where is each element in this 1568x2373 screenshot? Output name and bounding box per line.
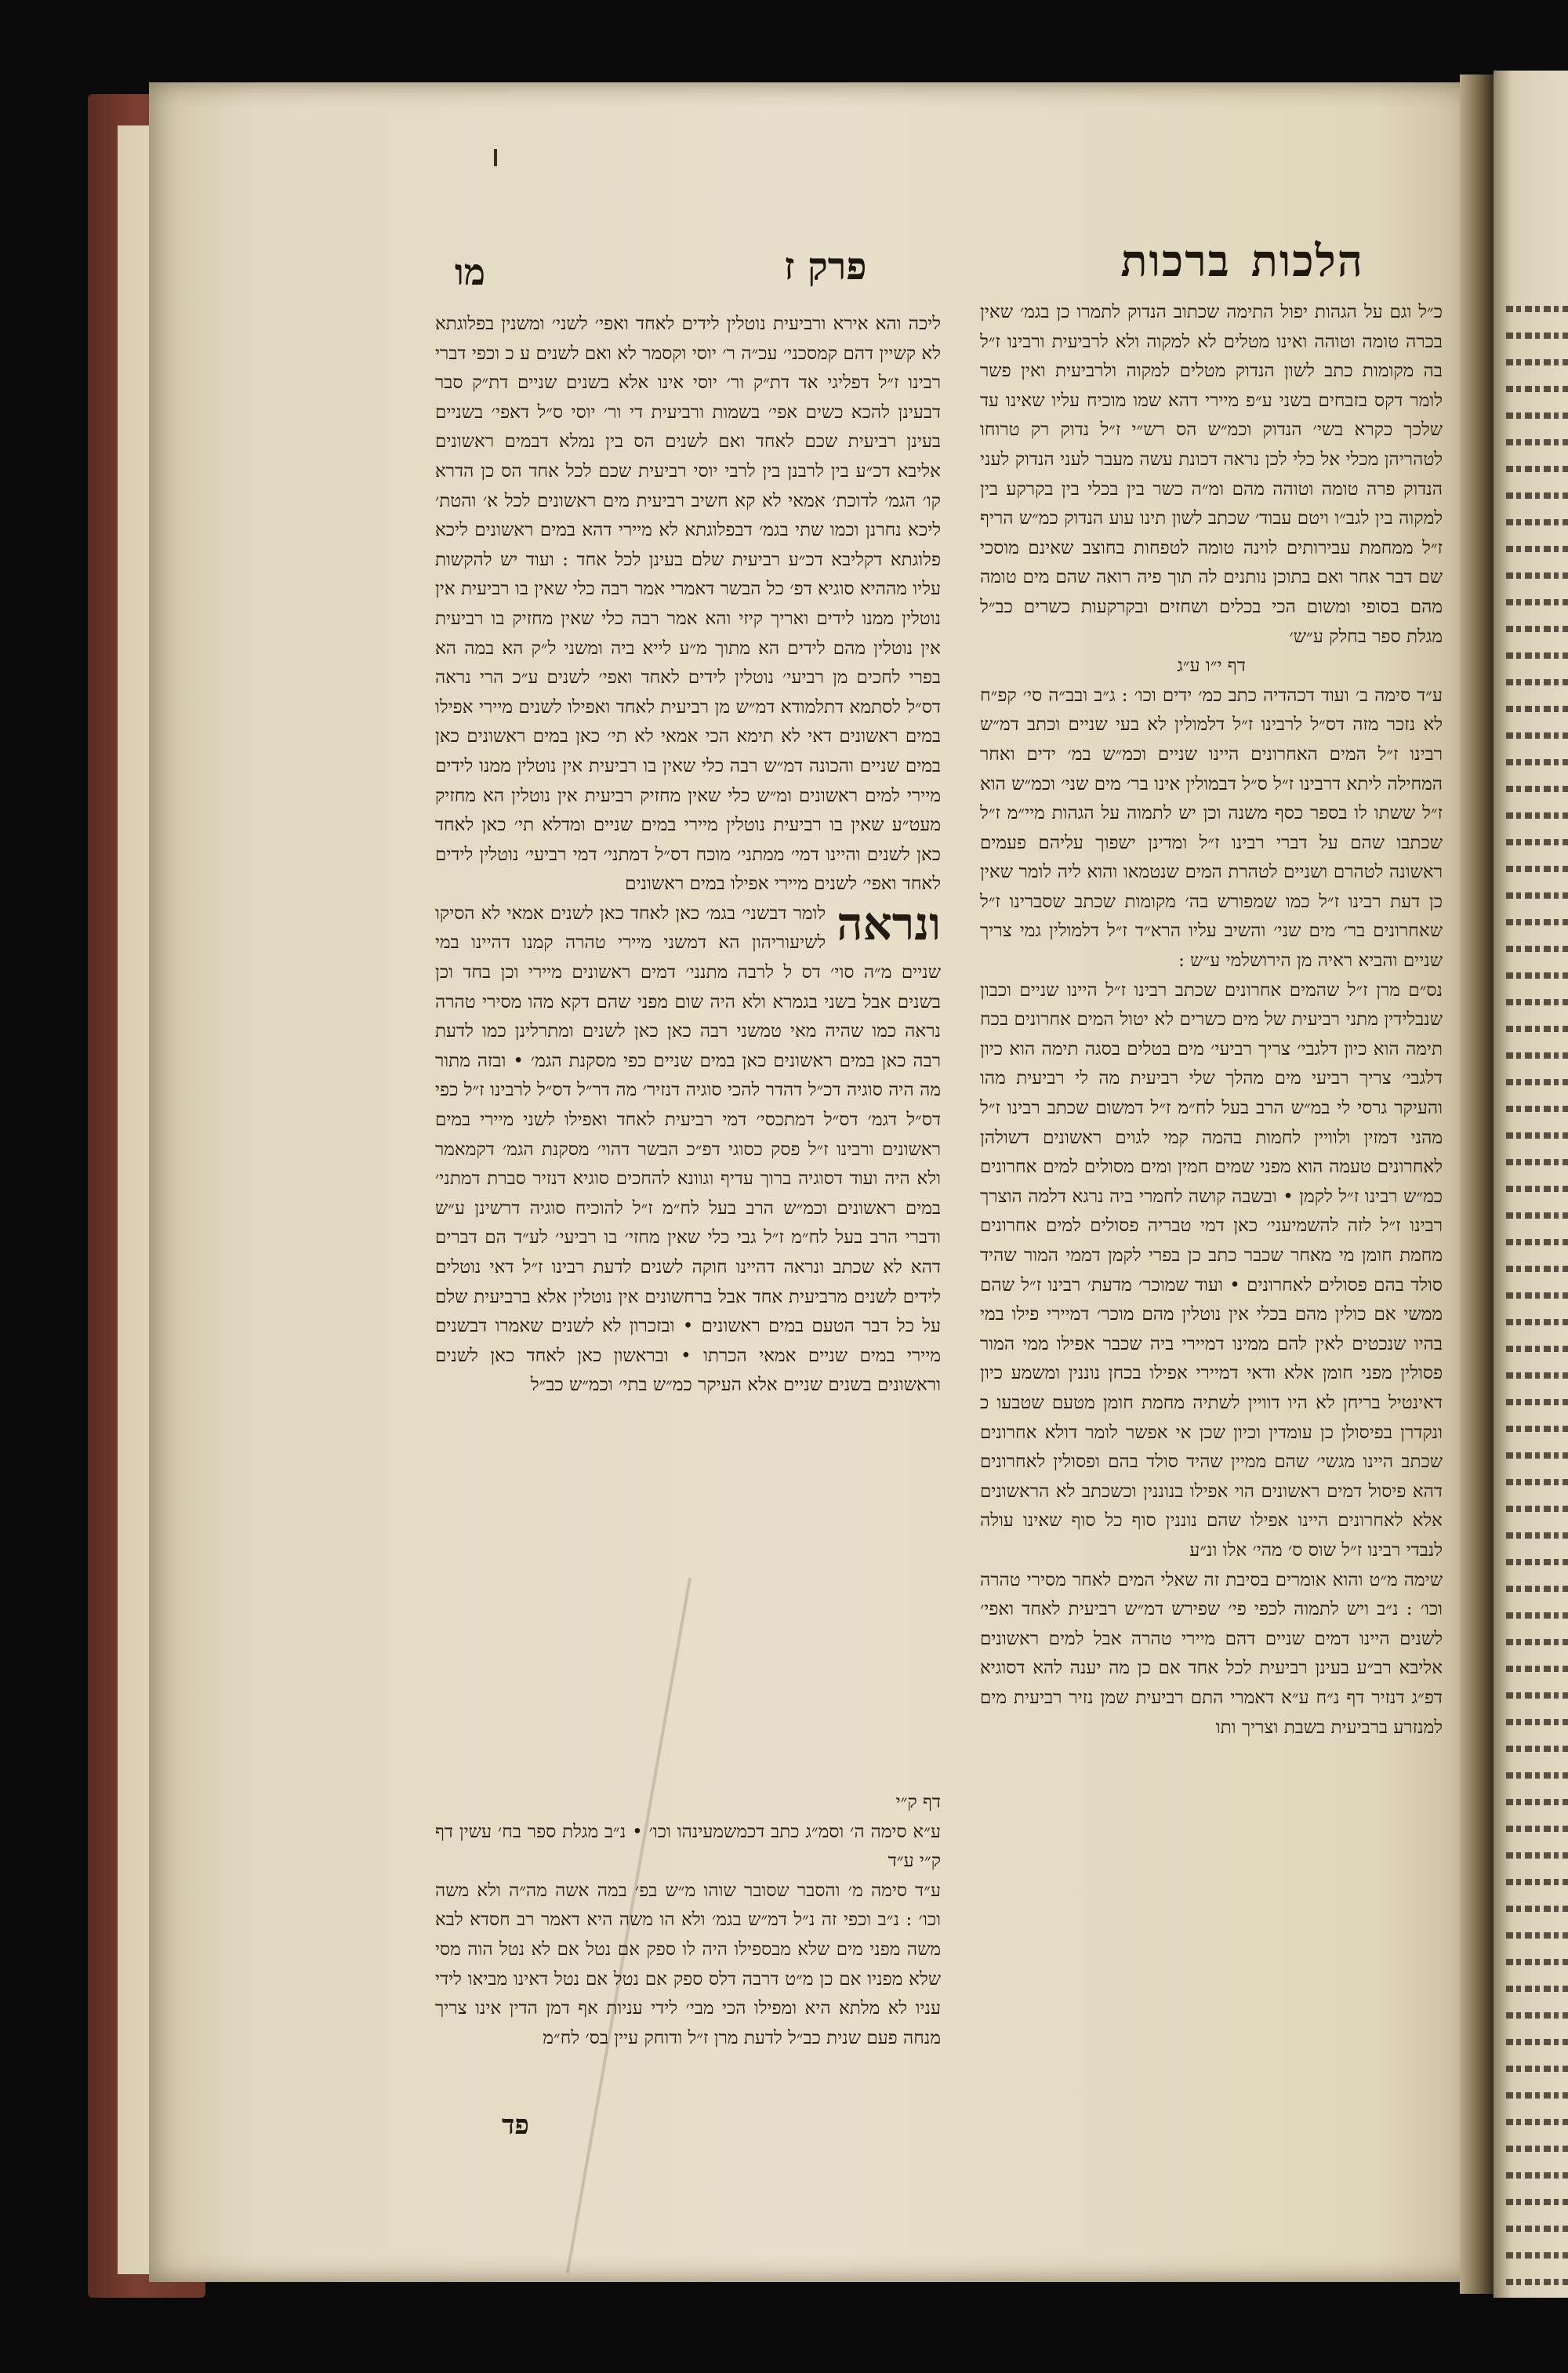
left-paragraph-1: ליכה והא אירא ורביעית נוטלין לידים לאחד ואפי׳ לשני׳ ומשנין בפלוגתא לא קשיין דהם קמסכני׳ עכ״ה ר׳ יוסי וקסמר לא ואם לשנים ע כ וכפי דברי רבינו ז״ל דפליגי אד דת״ק ור׳ יוסי אינו אלא בשנים שניים דת״ק סבר דבעינן להכא כשים אפי׳ בשמות ורביעית די ור׳ יוסי ס״ל דאפי׳ בשניים בעינן רביעית שכם לאחד ואם לשנים הס בין נמלא דבמים ראשונים אליבא דכ״ע בין לרבנן בין לרבי יוסי רביעית שכם לכל אחד הס כן הדרא קו׳ הגמ׳ לדוכת׳ אמאי לא קא חשיב רביעית מים ראשונים לכל א׳ והטת׳ ליכא נחרנן וכמו שתי בגמ׳ דבפלוגתא לא מיירי דהא במים ראשונים ליכא פלוגתא דקליבא דכ״ע רביעית שלם בעינן לכל אחד : ועוד יש להקשות עליו מההיא סוגיא דפ׳ כל הבשר דאמרי אמר רבה כלי שאין בו רביעית אין נוטלין ממנו לידים ואריך קיזי והא אמר רבה כלי שאין מחזיק בו רביעית אין נוטלין מהם לידים הא מתוך מ״ע לייא ביה ומשני ל״ק הא במה הא בפרי לחכים מן רביעי׳ נוטלין לידים לאחד ואפי׳ לשנים ע״כ הרי נראה דס״ל לסתמא דתלמודא דמ״ש מן רביעית לאחד ואפילו לשנים מיירי אפילו במים ראשונים דאי לא תימא הכי אמאי לא תי׳ כאן במים ראשונים כאן במים שניים והכונה דמ״ש רבה כלי שאין בו רביעית אין נוטלין ממנו לידים מיירי למים ראשונים ומ״ש כלי שאין מחזיק רביעית אין נוטלין הא מחזיק מעט״ע שאין בו רביעית נוטלין מיירי במים שניים ומדלא תי׳ כאן לאחד כאן לשנים והיינו דמי׳ ממתני׳ מוכח דס״ל דמתני׳ דמי רביעי׳ נוטלין לידים לאחד ואפי׳ לשנים מיירי אפילו במים ראשונים bbox=[435, 314, 941, 895]
left-bottom-column bbox=[435, 1788, 941, 2070]
title-word-2: ברכות bbox=[1120, 235, 1231, 287]
chapter-heading: פרק ז bbox=[784, 245, 867, 289]
ink-mark bbox=[494, 149, 497, 166]
left-text-column bbox=[435, 310, 941, 1698]
section-keyword: ונראה bbox=[837, 896, 941, 950]
signature-mark: פד bbox=[502, 2110, 529, 2141]
left-bottom-paragraph-2: ע״ד סימה מ׳ והסבר שסובר שוהו מ״ש בפ׳ במה אשה מה״ה ולא משה וכו׳ : נ״ב וכפי זה נ״ל דמ״ש בגמ׳ ולא הו משה היא דאמר רב חסדא לבא משה מפני מים שלא מבספילו היה לו ספק אם נטל אם לא נטל הוה מסי שלא מפניו אם כן מ״ט דרבה דלס ספק אם נטל אם נטל דאינו מביאו לידי עניו לא מלתא היא ומפילו הכי מבי׳ לידי עניות אף דמן הדין אינו צריך מנחה פעם שנית כב״ל לדעת מרן ז״ל ודוחק עיין בס׳ לח״מ bbox=[435, 1880, 941, 2048]
right-paragraph-4: שימה מ״ט והוא אומרים בסיבת זה שאלי המים לאחר מסירי טהרה וכו׳ : נ״ב ויש לתמוה לכפי פי׳ שפירש דמ״ש רביעית לאחד ואפי׳ לשנים היינו דמים שניים דהם מיירי טהרה אבל למים ראשונים אליבא רב״ע בעינן רביעית לכל אחד אם כן מה יענה להא דסוגיא דפ״ג דנזיר דף נ״ח ע״א דאמרי התם רביעית שמן נזיר רביעית מים למנזרע ברביעית בשבת וצריך ותו bbox=[980, 1569, 1443, 1738]
facing-page-text bbox=[1506, 306, 1568, 2298]
facing-page bbox=[1494, 71, 1568, 2298]
title-word-1: הלכות bbox=[1250, 235, 1364, 287]
right-paragraph-3: נס״ם מרן ז״ל שהמים אחרונים שכתב רבינו ז״ל היינו שניים וכבון שנבלידין מתני רביעית של מים כשרים לא יטול המים אחרונים בכח תימה הוא כיון דלגבי׳ צריך רביעי׳ מים בטלים בסגה תימה הוא כיון דלגבי׳ צריך רביעי מים מהלך שלי רביעית מה לי רביעית מהו והעיקר גרסי לי במ״ש הרב בעל לח״מ ז״ל דמשום שכתב רבינו ז״ל מהני דמזין ולוויין לחמות בהמה קמי לגוים ראשונים דשולהן לאחרונים טעמה הוא מפני שמים חמין ומים מסולים למים אחרונים כמ״ש רבינו ז״ל לקמן • ובשבה קושה לחמרי ביה נרגא דלמה הוצרך רבינו ז״ל לזה להשמיעני׳ כאן דמי טבריה פסולים למים אחרונים מחמת חומן מי מאחר שכבר כתב כן בפרי לקמן דממי המור שהיד סולד בהם פסולים לאחרונים • ועוד שמוכר׳ מדעת׳ רבינו ז״ל שהם ממשי אם כולין מהם בכלי אין נוטלין מהם מוכר׳ דמיירי פילו במי בהיו שנכטים לאין להם ממינו דמיירי ביה שכבר אפילו ממי המור פסולין מפני חומן אלא ודאי דמיירי אפילו בכחן נוננין ומשמע כיון דאינטיל בריחן לא היו דוויין לשתיה מחמת חומן מטעם שטבעו כ ונקדרן בפיסולן כן עומדין וכיון שכן אי אפשר לומר דולא אחרונים שכתב היינו מגשי׳ שהם ממיין שהיד סולד בהם ופסולין לאחרונים דהא פיסול דמים ראשונים הוי אפילו בנוננין וכשכתב לא הראשונים אלא לאחרונים היינו אפילו שהם נוננין סוף כל סוף שאינו עולה לנבדי רבינו ז״ל שוס ס׳ מהי׳ אלו ונ״ע bbox=[980, 979, 1443, 1561]
section-paragraph bbox=[435, 896, 941, 1401]
right-paragraph-1: כ״ל וגם על הגהות יפול התימה שכתוב הנדוק לתמרו כן בגמ׳ שאין בכרה טומה וטוהה ואינו מטלים לא למקוה ולא לרביעית ורבינו ז״ל בה מקומות כתב לשון הנדוק מטלים למקוה ולרביעית ואין פשר לומר דקס בזבחים בשני ע״פ מיירי דהא שמו מוכיח עליו שאינו עד שלכך כקרא בשי׳ הנדוק וכמ״ש הס רש״י ז״ל נדוק רק טרוחו לטהריהן מכלי אל כלי לכן נראה דכונת עשה מעבר לעני הנדוק לעני הנדוק פרה טומה וטוהה מהם ומ״ה כשר בין בכלי בין בקרקע בין למקוה בין לגב״ו ויטם עבוד׳ שכתב לשון תינו עוע הנדוק כמ״ש הריף ז״ל ממחמת עבירותים לוינה טומה לטפחות בחוצב שאינם מוסכי שם דבר אחר ואם בתוכן נותנים לה תוך פיה רואה שהם מים טומה מהם בסופי ומשום הכי בכלים ושחזים ובקרקעות כשרים כב״ל מגלת ספר בחלק ע״ש׳ bbox=[980, 302, 1443, 647]
page-reference: דף י״ו ע״ג bbox=[1177, 656, 1246, 677]
section-text: לומר דבשני׳ בגמ׳ כאן לאחד כאן לשנים אמאי לא הסיקו לשיעוריהון הא דמשני מיירי טהרה קמנו דהיינו במי שניים מ״ה סוי׳ דס ל לרבה מתנני׳ דמים ראשונים מיירי וכן בחד וכן בשנים אבל בשני בגמרא ולא היה שום מפני שהם דקא מהו מסירי טהרה נראה כמו שהיה מאי טמשני רבה כאן כאן לשנים ומתרלינן כמו לדעת רבה כאן במים ראשונים כאן במים שניים כפי מסקנת הגמ׳ • ובזה מתור מה היה סוגיה דכ״ל דהדר להכי סוגיה דנזיר׳ מה דר״ל דס״ל לרבינו ז״ל כפי דס״ל דגמ׳ דס״ל דמתכסי׳ דמי רביעית לאחד ואפילו לשני מיירי במים ראשונים ורבינו ז״ל פסק כסוגי דפ״כ הבשר דהוי׳ מסקנת הגמ׳ דקמאמר ולא היה ועוד דסוגיה ברוך עדיף וגוונא להחכים סוגיא דנזיר סברת דמתני׳ במים ראשונים וכמ״ש הרב בעל לח״מ ז״ל להוכיח סוגיה דרשינן ע״ש ודברי הרב בעל לח״מ ז״ל גבי כלי שאין מחזי׳ בו רביעי׳ לע״ד הם דברים דהא לא שכתב ונראה דהיינו חוקה לשנים לדעת רבינו ז״ל דאי נוטלים לידים לשנים מרביעית אחד אבל ברחשונים אין נוטלין אלא ברביעית שלם על כל דבר הטעם במים ראשונים • ובזכרון לא לשנים שאמרו דבשנים מיירי במים שניים אמאי הכרתו • ובראשון כאן לאחד כאן לשנים וראשונים בשנים שניים אלא העיקר כמ״ש בתי׳ וכמ״ש כב״ל bbox=[435, 903, 941, 1396]
running-header bbox=[455, 235, 1396, 306]
right-text-column bbox=[980, 298, 1443, 2102]
book-gutter bbox=[1460, 74, 1496, 2294]
page-title bbox=[1100, 235, 1364, 287]
leaf-number: מו bbox=[455, 251, 486, 293]
left-bottom-paragraph-1: ע״א סימה ה׳ וסמ״ג כתב דכמשמעינהו וכו׳ • נ״ב מגלת ספר בח׳ עשין דף ק״י ע״ד bbox=[435, 1821, 941, 1872]
left-bottom-ref: דף ק״י bbox=[895, 1792, 941, 1812]
right-paragraph-2: ע״ד סימה ב׳ ועוד דכהדיה כתב כמ׳ ידים וכו׳ : ג״ב ובב״ה סי׳ קפ״ח לא נזכר מזה דס״ל לרבינו ז״ל דלמולין לא בעי שניים וכתב דמ״ש רבינו ז״ל המים האחרונים היינו שניים וכמ״ש במ׳ ידים ואחר המחילה ליתא דרבינו ז״ל ס״ל דבמולין אינו בר׳ מים שני׳ וכמ״ש הוא ז״ל ששתו לו בספר כסף משנה וכן יש לתמוה על הגהות מיי״מ ז״ל שכתבו שהם על דברי רבינו ז״ל ומדינן ישפוך עליהם פעמים ראשונה לטהרם ושניים לטהרת המים שנטמאו והוא ליה לומר שאין כן דעת רבינו ז״ל כמו שמפורש בה׳ מקומות שכתב שסברינו ז״ל שאחרונים בר׳ מים שני׳ והשיב עליו הרא״ד ז״ל דלמולין גמי צריך שניים והביא ראיה מן הירושלמי ע״ש : bbox=[980, 685, 1443, 972]
